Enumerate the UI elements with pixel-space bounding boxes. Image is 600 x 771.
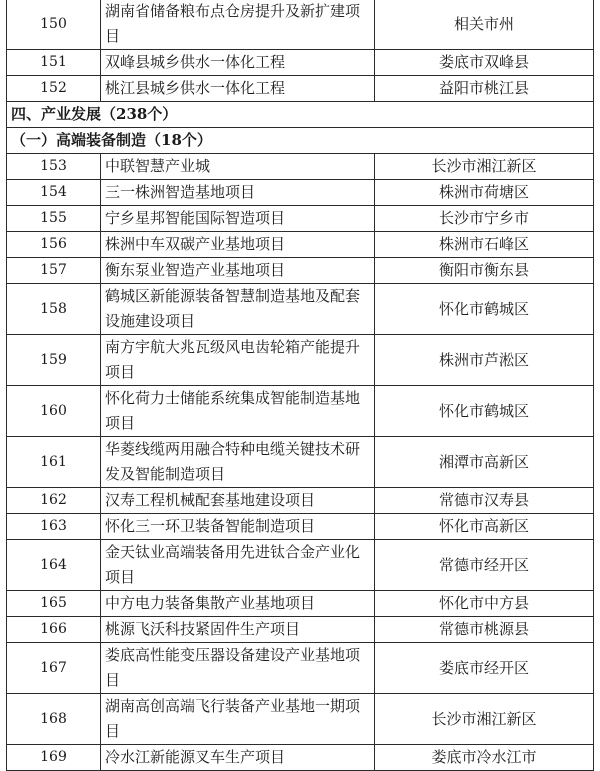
table-row (7, 258, 594, 284)
table-row (7, 386, 594, 437)
project-location: 益阳市桃江县 (375, 76, 594, 102)
table-row (7, 514, 594, 540)
project-name: 湖南省储备粮布点仓房提升及新扩建项目 (101, 0, 375, 50)
project-name: 桃源飞沃科技紧固件生产项目 (101, 617, 375, 643)
project-location: 怀化市高新区 (375, 514, 594, 540)
subsection-heading-row (7, 128, 594, 154)
project-location: 怀化市鹤城区 (375, 386, 594, 437)
project-name: 冷水江新能源叉车生产项目 (101, 745, 375, 771)
project-name: 桃江县城乡供水一体化工程 (101, 76, 375, 102)
project-location: 怀化市鹤城区 (375, 284, 594, 335)
project-location: 娄底市冷水江市 (375, 745, 594, 771)
table-row (7, 617, 594, 643)
project-location: 株洲市芦淞区 (375, 335, 594, 386)
row-number: 155 (7, 206, 101, 232)
project-location: 娄底市经开区 (375, 643, 594, 694)
table-row (7, 206, 594, 232)
table-row (7, 76, 594, 102)
row-number: 162 (7, 488, 101, 514)
table-row (7, 154, 594, 180)
project-name: 宁乡星邦智能国际智造项目 (101, 206, 375, 232)
project-location: 相关市州 (375, 0, 594, 50)
project-location: 怀化市中方县 (375, 591, 594, 617)
project-name: 南方宇航大兆瓦级风电齿轮箱产能提升项目 (101, 335, 375, 386)
project-name: 娄底高性能变压器设备建设产业基地项目 (101, 643, 375, 694)
row-number: 152 (7, 76, 101, 102)
row-number: 164 (7, 540, 101, 591)
project-location: 衡阳市衡东县 (375, 258, 594, 284)
project-name: 衡东泵业智造产业基地项目 (101, 258, 375, 284)
project-location: 娄底市双峰县 (375, 50, 594, 76)
project-name: 湖南高创高端飞行装备产业基地一期项目 (101, 694, 375, 745)
row-number: 163 (7, 514, 101, 540)
table-row (7, 284, 594, 335)
table-row (7, 591, 594, 617)
row-number: 151 (7, 50, 101, 76)
project-location: 常德市汉寿县 (375, 488, 594, 514)
row-number: 165 (7, 591, 101, 617)
table-row (7, 745, 594, 771)
project-table-body (7, 0, 594, 771)
project-table (6, 0, 594, 771)
project-name: 鹤城区新能源装备智慧制造基地及配套设施建设项目 (101, 284, 375, 335)
row-number: 153 (7, 154, 101, 180)
table-row (7, 335, 594, 386)
project-name: 中方电力装备集散产业基地项目 (101, 591, 375, 617)
table-row (7, 488, 594, 514)
table-row (7, 232, 594, 258)
project-location: 株洲市荷塘区 (375, 180, 594, 206)
project-name: 汉寿工程机械配套基地建设项目 (101, 488, 375, 514)
row-number: 167 (7, 643, 101, 694)
row-number: 156 (7, 232, 101, 258)
table-row (7, 540, 594, 591)
table-row (7, 0, 594, 50)
project-location: 常德市经开区 (375, 540, 594, 591)
section-heading-row (7, 102, 594, 128)
project-location: 长沙市湘江新区 (375, 154, 594, 180)
row-number: 169 (7, 745, 101, 771)
section-heading: 四、产业发展（238个） (7, 102, 594, 128)
row-number: 168 (7, 694, 101, 745)
row-number: 161 (7, 437, 101, 488)
table-row (7, 643, 594, 694)
row-number: 160 (7, 386, 101, 437)
row-number: 150 (7, 0, 101, 50)
project-location: 长沙市宁乡市 (375, 206, 594, 232)
project-name: 华菱线缆两用融合特种电缆关键技术研发及智能制造项目 (101, 437, 375, 488)
project-name: 怀化荷力士储能系统集成智能制造基地项目 (101, 386, 375, 437)
project-name: 株洲中车双碳产业基地项目 (101, 232, 375, 258)
project-name: 双峰县城乡供水一体化工程 (101, 50, 375, 76)
project-name: 中联智慧产业城 (101, 154, 375, 180)
project-location: 湘潭市高新区 (375, 437, 594, 488)
subsection-heading: （一）高端装备制造（18个） (7, 128, 594, 154)
table-row (7, 50, 594, 76)
project-name: 金天钛业高端装备用先进钛合金产业化项目 (101, 540, 375, 591)
project-location: 长沙市湘江新区 (375, 694, 594, 745)
row-number: 154 (7, 180, 101, 206)
row-number: 166 (7, 617, 101, 643)
row-number: 158 (7, 284, 101, 335)
project-name: 怀化三一环卫装备智能制造项目 (101, 514, 375, 540)
row-number: 157 (7, 258, 101, 284)
table-row (7, 437, 594, 488)
project-location: 株洲市石峰区 (375, 232, 594, 258)
project-location: 常德市桃源县 (375, 617, 594, 643)
table-row (7, 180, 594, 206)
row-number: 159 (7, 335, 101, 386)
project-name: 三一株洲智造基地项目 (101, 180, 375, 206)
table-row (7, 694, 594, 745)
